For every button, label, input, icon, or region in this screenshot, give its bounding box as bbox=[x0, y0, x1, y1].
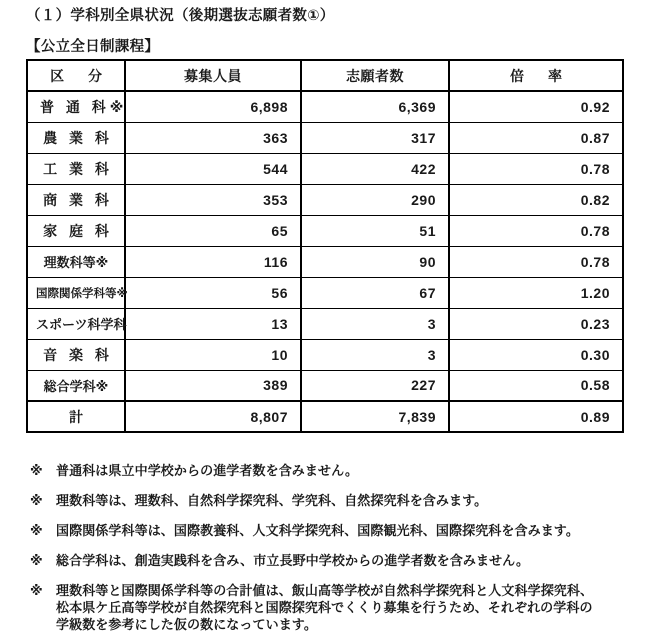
cell-applicants: 317 bbox=[301, 122, 449, 153]
cell-division: 家 庭 科 bbox=[27, 215, 125, 246]
column-header-applicants: 志願者数 bbox=[301, 60, 449, 91]
cell-division: 商 業 科 bbox=[27, 184, 125, 215]
cell-quota: 65 bbox=[125, 215, 301, 246]
footnote-mark-icon: ※ bbox=[30, 553, 43, 568]
cell-applicants: 90 bbox=[301, 246, 449, 277]
statistics-table-container bbox=[26, 59, 622, 433]
cell-quota: 389 bbox=[125, 370, 301, 401]
cell-applicants: 227 bbox=[301, 370, 449, 401]
table-row bbox=[27, 277, 623, 308]
cell-ratio: 0.78 bbox=[449, 215, 623, 246]
footnote-item bbox=[30, 462, 640, 479]
table-row bbox=[27, 215, 623, 246]
cell-division: 総合学科※ bbox=[27, 370, 125, 401]
column-header-quota: 募集人員 bbox=[125, 60, 301, 91]
footnote-text: 総合学科は、創造実践科を含み、市立長野中学校からの進学者数を含みません。 bbox=[56, 553, 530, 568]
footnote-text: 国際関係学科等は、国際教養科、人文科学探究科、国際観光科、国際探究科を含みます。 bbox=[56, 523, 579, 538]
cell-quota: 10 bbox=[125, 339, 301, 370]
footnote-item bbox=[30, 582, 640, 633]
page-title: （１）学科別全県状況（後期選抜志願者数①） bbox=[26, 8, 335, 24]
cell-ratio: 0.30 bbox=[449, 339, 623, 370]
cell-quota: 363 bbox=[125, 122, 301, 153]
footnote-mark-icon: ※ bbox=[30, 523, 43, 538]
statistics-table bbox=[26, 59, 624, 433]
cell-quota: 13 bbox=[125, 308, 301, 339]
cell-ratio: 0.82 bbox=[449, 184, 623, 215]
cell-applicants-total: 7,839 bbox=[301, 401, 449, 432]
cell-quota: 544 bbox=[125, 153, 301, 184]
cell-quota: 6,898 bbox=[125, 91, 301, 122]
footnote-mark-icon: ※ bbox=[30, 463, 43, 478]
cell-division: 音 楽 科 bbox=[27, 339, 125, 370]
table-row bbox=[27, 246, 623, 277]
cell-applicants: 290 bbox=[301, 184, 449, 215]
cell-applicants: 51 bbox=[301, 215, 449, 246]
table-row bbox=[27, 153, 623, 184]
column-header-ratio: 倍 率 bbox=[449, 60, 623, 91]
table-row bbox=[27, 91, 623, 122]
cell-applicants: 67 bbox=[301, 277, 449, 308]
footnote-text: 理数科等は、理数科、自然科学探究科、学究科、自然探究科を含みます。 bbox=[56, 493, 488, 508]
cell-ratio-total: 0.89 bbox=[449, 401, 623, 432]
cell-applicants: 422 bbox=[301, 153, 449, 184]
footnote-mark-icon: ※ bbox=[30, 583, 43, 598]
column-header-division: 区 分 bbox=[27, 60, 125, 91]
cell-division: 国際関係学科等※ bbox=[27, 277, 125, 308]
cell-division: 農 業 科 bbox=[27, 122, 125, 153]
cell-quota: 56 bbox=[125, 277, 301, 308]
cell-quota: 116 bbox=[125, 246, 301, 277]
cell-ratio: 0.58 bbox=[449, 370, 623, 401]
table-row bbox=[27, 122, 623, 153]
cell-quota-total: 8,807 bbox=[125, 401, 301, 432]
footnote-item bbox=[30, 492, 640, 509]
footnote-text: 普通科は県立中学校からの進学者数を含みません。 bbox=[56, 463, 359, 478]
footnote-item bbox=[30, 522, 640, 539]
table-row bbox=[27, 339, 623, 370]
cell-applicants: 3 bbox=[301, 308, 449, 339]
table-header-row bbox=[27, 60, 623, 91]
cell-division: 普 通 科※ bbox=[27, 91, 125, 122]
cell-division: 理数科等※ bbox=[27, 246, 125, 277]
footnote-text: 理数科等と国際関係学科等の合計値は、飯山高等学校が自然科学探究科と人文科学探究科、 松本県ケ丘高等学校が自然探究科と国際探究科でくくり募集を行うため、それぞれの学科の 学級数を参考にした仮の数になっています。 bbox=[56, 583, 594, 632]
footnote-mark-icon: ※ bbox=[30, 493, 43, 508]
cell-ratio: 0.92 bbox=[449, 91, 623, 122]
footnotes bbox=[30, 462, 640, 633]
table-row bbox=[27, 308, 623, 339]
cell-quota: 353 bbox=[125, 184, 301, 215]
cell-division: 工 業 科 bbox=[27, 153, 125, 184]
cell-applicants: 6,369 bbox=[301, 91, 449, 122]
table-row bbox=[27, 370, 623, 401]
cell-applicants: 3 bbox=[301, 339, 449, 370]
page-subtitle: 【公立全日制課程】 bbox=[26, 39, 160, 55]
footnote-item bbox=[30, 552, 640, 569]
table-body bbox=[27, 91, 623, 432]
cell-ratio: 0.78 bbox=[449, 246, 623, 277]
cell-division-total: 計 bbox=[27, 401, 125, 432]
cell-division: スポーツ科学科 bbox=[27, 308, 125, 339]
cell-ratio: 0.78 bbox=[449, 153, 623, 184]
table-total-row bbox=[27, 401, 623, 432]
cell-ratio: 0.87 bbox=[449, 122, 623, 153]
cell-ratio: 1.20 bbox=[449, 277, 623, 308]
table-row bbox=[27, 184, 623, 215]
cell-ratio: 0.23 bbox=[449, 308, 623, 339]
